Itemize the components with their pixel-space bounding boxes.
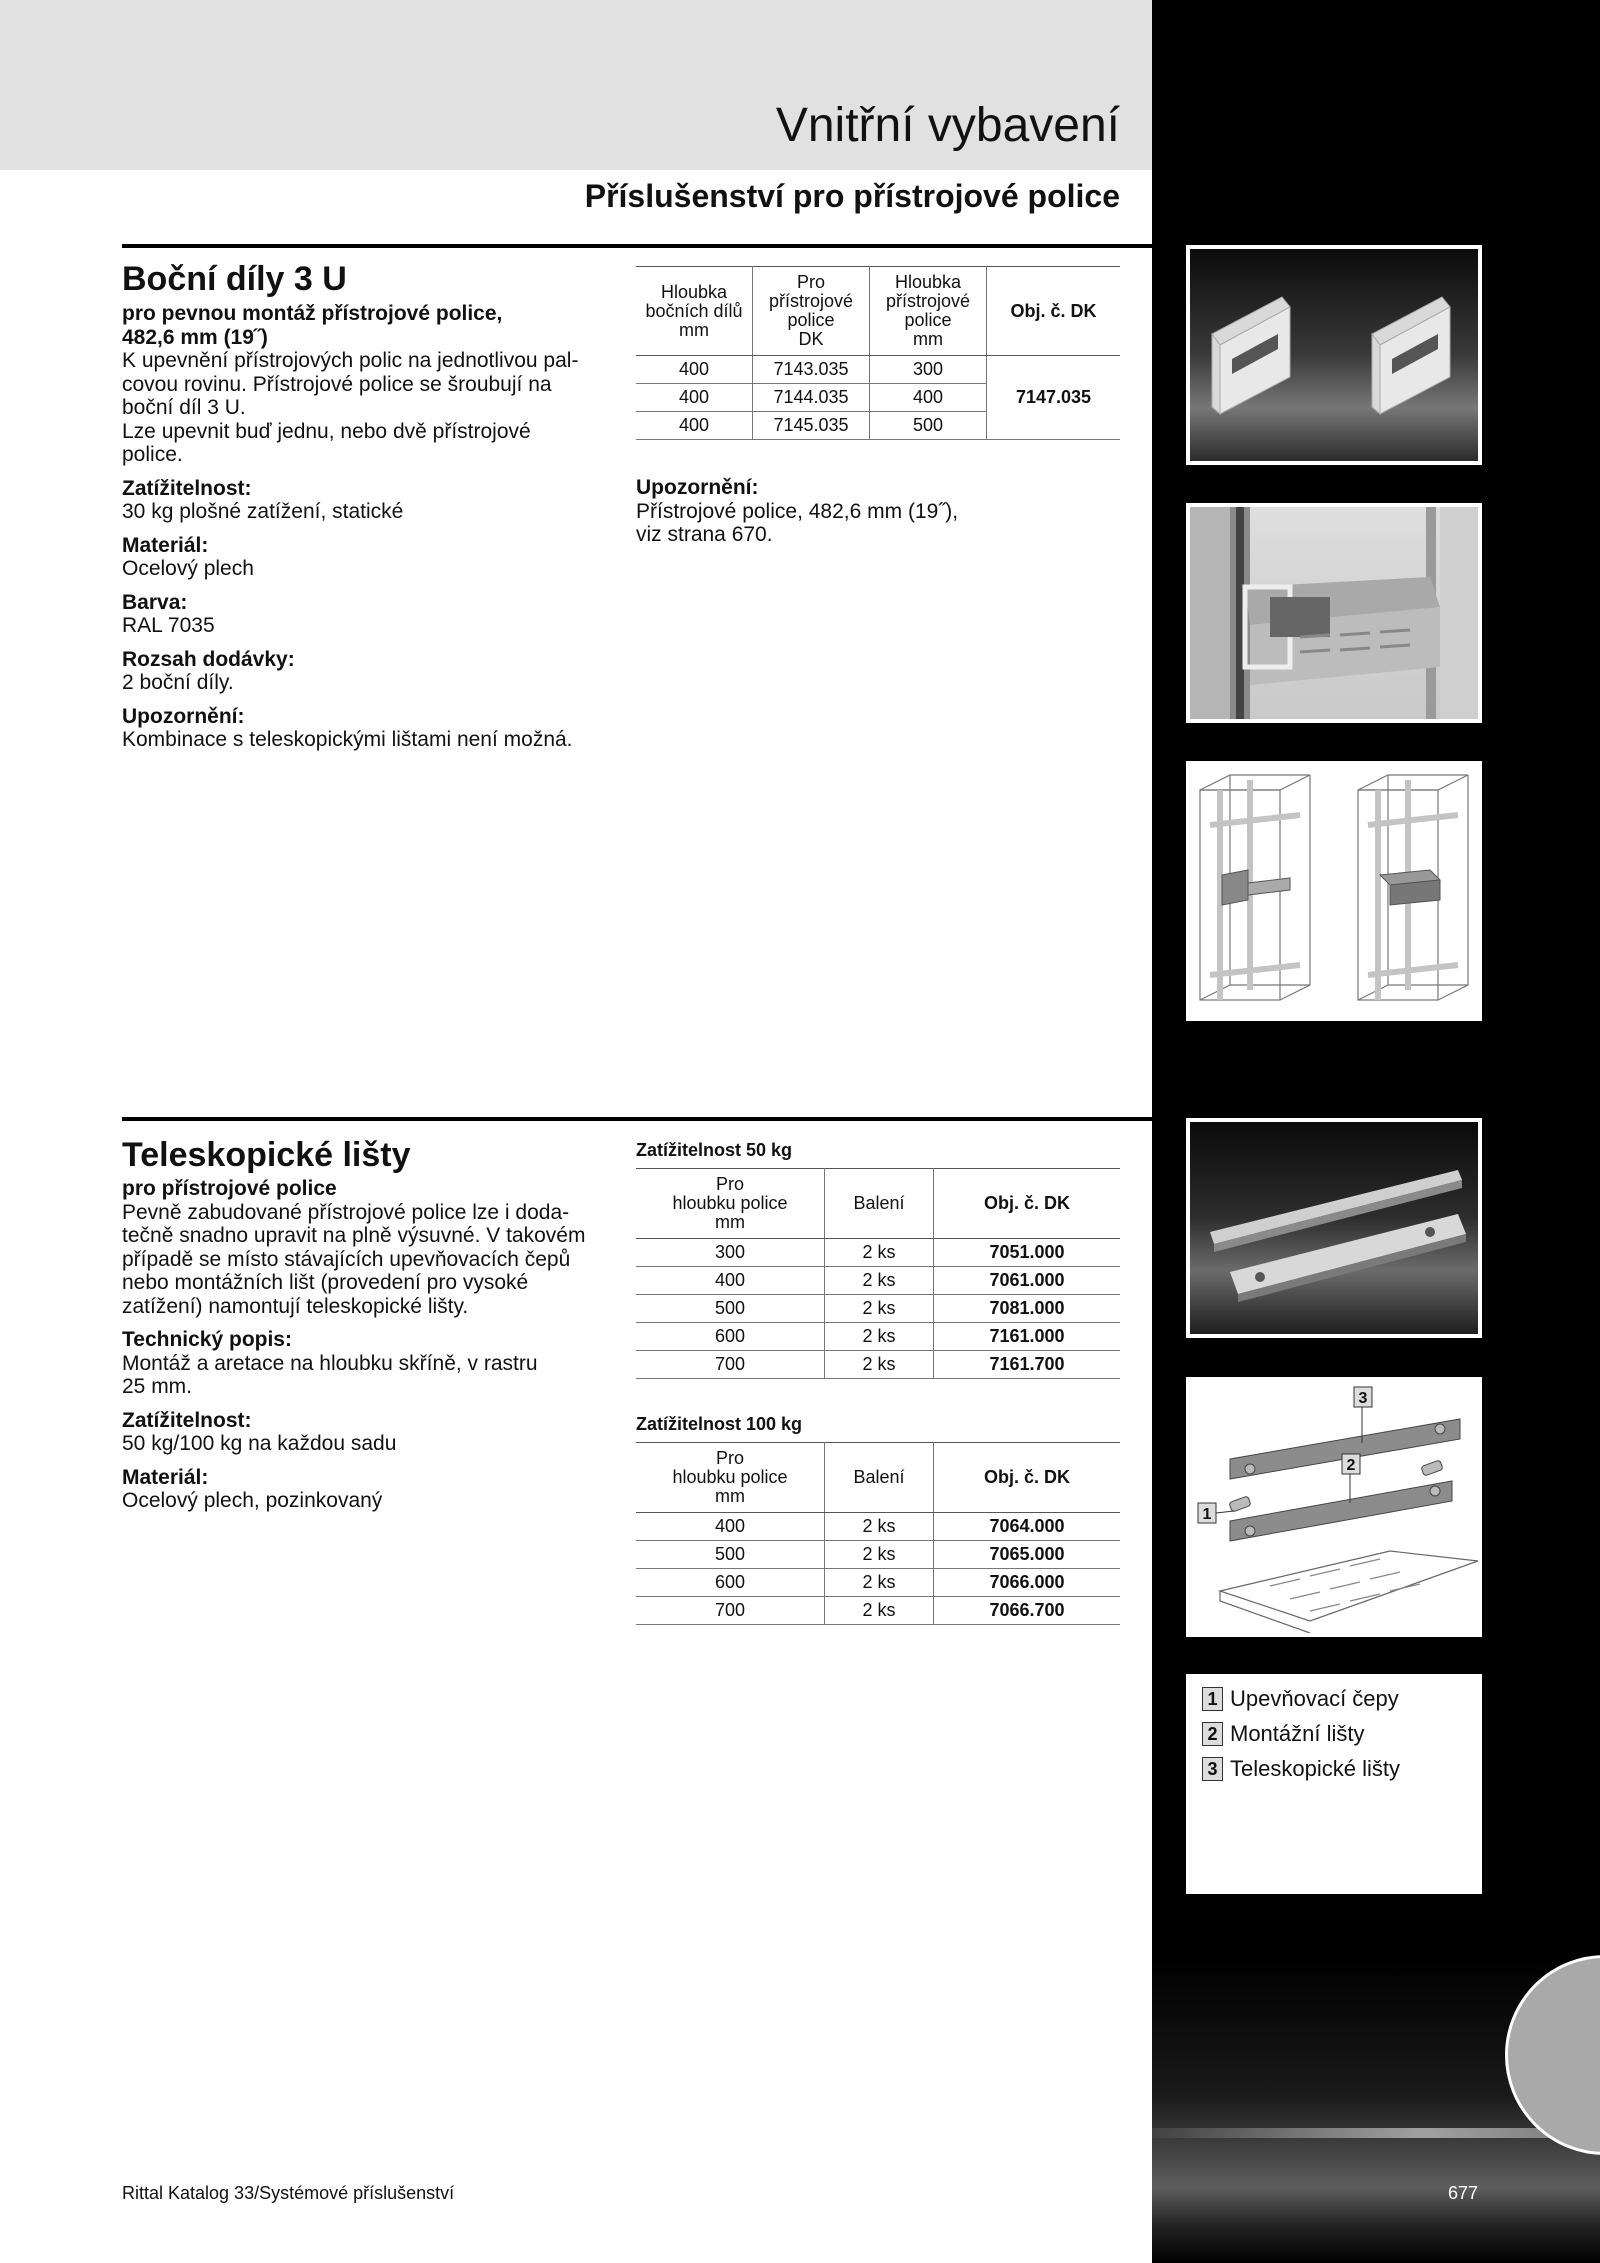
sidebar-shine bbox=[1152, 2128, 1600, 2138]
spec-value: 2 boční díly. bbox=[122, 671, 234, 694]
page-subtitle: Příslušenství pro přístrojové police bbox=[584, 178, 1120, 214]
callout-1: 1 bbox=[1202, 1506, 1212, 1523]
section1-rule bbox=[122, 244, 1152, 248]
table-header: Obj. č. DK bbox=[934, 1169, 1121, 1239]
telescopic-rails-photo bbox=[1186, 1118, 1482, 1338]
table-header: Balení bbox=[825, 1443, 934, 1513]
table-header: Balení bbox=[825, 1169, 934, 1239]
section1-desc-line: K upevnění přístrojových polic na jednotlivou pal- bbox=[122, 349, 579, 372]
section2-text bbox=[122, 1177, 602, 1513]
cabinet-drawing bbox=[1186, 761, 1482, 1021]
cabinet-illustration bbox=[1190, 765, 1478, 1017]
legend-number: 3 bbox=[1202, 1757, 1223, 1781]
section1-desc-line: covou rovinu. Přístrojové police se šroubují na bbox=[122, 372, 552, 396]
page-title: Vnitřní vybavení bbox=[775, 99, 1120, 152]
section1-desc-line: Lze upevnit buď jednu, nebo dvě přístrojové bbox=[122, 419, 531, 443]
note-line: Přístrojové police, 482,6 mm (19˝), bbox=[636, 499, 959, 523]
spec-value: 25 mm. bbox=[122, 1375, 193, 1398]
legend-item bbox=[1202, 1721, 1365, 1747]
table-header: Hloubka přístrojové police mm bbox=[870, 267, 987, 356]
section1-heading: Boční díly 3 U bbox=[122, 260, 347, 298]
shelf-rack-illustration bbox=[1190, 507, 1478, 719]
section1-note bbox=[636, 476, 1116, 547]
spec-label: Upozornění: bbox=[122, 704, 245, 728]
table-50kg bbox=[636, 1168, 1120, 1379]
assembly-drawing bbox=[1186, 1377, 1482, 1637]
spec-value: Kombinace s teleskopickými lištami není možná. bbox=[122, 728, 573, 751]
page-number: 677 bbox=[1448, 2183, 1479, 2203]
section2-sub1: pro přístrojové police bbox=[122, 1177, 337, 1200]
telescopic-rails-illustration bbox=[1190, 1122, 1478, 1334]
table-header: Hloubka bočních dílů mm bbox=[636, 267, 753, 356]
section2-desc-line: zatížení) namontují teleskopické lišty. bbox=[122, 1294, 469, 1318]
shelf-rack-photo bbox=[1186, 503, 1482, 723]
legend-label: Montážní lišty bbox=[1230, 1721, 1365, 1746]
table-row: 600 2 ks 7161.000 bbox=[636, 1323, 1120, 1351]
section1-text bbox=[122, 302, 602, 752]
spec-label: Zatížitelnost: bbox=[122, 1408, 252, 1432]
table-header: Pro hloubku police mm bbox=[636, 1169, 825, 1239]
table100-caption: Zatížitelnost 100 kg bbox=[636, 1414, 803, 1434]
callout-3: 3 bbox=[1358, 1390, 1368, 1407]
table-row: 700 2 ks 7066.700 bbox=[636, 1597, 1120, 1625]
table-100kg bbox=[636, 1442, 1120, 1625]
spec-value: Ocelový plech, pozinkovaný bbox=[122, 1489, 383, 1512]
legend-box bbox=[1186, 1674, 1482, 1894]
table-header: Obj. č. DK bbox=[934, 1443, 1121, 1513]
table-row: 400 2 ks 7061.000 bbox=[636, 1267, 1120, 1295]
table-row: 500 2 ks 7065.000 bbox=[636, 1541, 1120, 1569]
section2-desc-line: tečně snadno upravit na plně výsuvné. V takovém bbox=[122, 1224, 586, 1247]
table-header: Obj. č. DK bbox=[987, 267, 1121, 356]
section1-sub1: pro pevnou montáž přístrojové police, bbox=[122, 302, 503, 325]
spec-value: Montáž a aretace na hloubku skříně, v rastru bbox=[122, 1351, 538, 1375]
footer-catalog: Rittal Katalog 33/Systémové příslušenství bbox=[122, 2183, 455, 2203]
section2-rule bbox=[122, 1117, 1152, 1121]
legend-item bbox=[1202, 1686, 1399, 1712]
section1-sub2: 482,6 mm (19˝) bbox=[122, 325, 268, 349]
table-row: 400 7143.035 300 7147.035 bbox=[636, 356, 1120, 384]
table-row: 500 2 ks 7081.000 bbox=[636, 1295, 1120, 1323]
spec-label: Rozsah dodávky: bbox=[122, 647, 295, 671]
section2-heading: Teleskopické lišty bbox=[122, 1136, 411, 1174]
section2-desc-line: případě se místo stávajících upevňovacích čepů bbox=[122, 1247, 571, 1271]
legend-number: 1 bbox=[1202, 1687, 1223, 1711]
section1-desc-line: police. bbox=[122, 443, 183, 466]
spec-label: Materiál: bbox=[122, 533, 209, 557]
spec-label: Zatížitelnost: bbox=[122, 476, 252, 500]
side-parts-table bbox=[636, 266, 1120, 440]
merged-order-number: 7147.035 bbox=[987, 356, 1121, 440]
table50-caption: Zatížitelnost 50 kg bbox=[636, 1140, 793, 1160]
table-row: 600 2 ks 7066.000 bbox=[636, 1569, 1120, 1597]
legend-label: Teleskopické lišty bbox=[1230, 1756, 1400, 1781]
spec-value: 50 kg/100 kg na každou sadu bbox=[122, 1432, 397, 1455]
spec-label: Technický popis: bbox=[122, 1328, 292, 1351]
note-line: viz strana 670. bbox=[636, 523, 773, 546]
table-row: 400 2 ks 7064.000 bbox=[636, 1513, 1120, 1541]
table-row: 400 7144.035 400 bbox=[636, 384, 1120, 412]
spec-value: RAL 7035 bbox=[122, 614, 215, 637]
legend-item bbox=[1202, 1756, 1400, 1782]
table-header: Pro přístrojové police DK bbox=[753, 267, 870, 356]
spec-label: Materiál: bbox=[122, 1465, 209, 1489]
legend-label: Upevňovací čepy bbox=[1230, 1686, 1399, 1711]
assembly-illustration bbox=[1190, 1381, 1478, 1633]
callout-2: 2 bbox=[1346, 1457, 1356, 1474]
note-label: Upozornění: bbox=[636, 476, 759, 499]
spec-value: Ocelový plech bbox=[122, 557, 254, 580]
table-row: 300 2 ks 7051.000 bbox=[636, 1239, 1120, 1267]
section2-desc-line: Pevně zabudované přístrojové police lze i doda- bbox=[122, 1200, 570, 1224]
legend-number: 2 bbox=[1202, 1722, 1223, 1746]
table-header: Pro hloubku police mm bbox=[636, 1443, 825, 1513]
side-parts-illustration bbox=[1190, 249, 1478, 461]
spec-value: 30 kg plošné zatížení, statické bbox=[122, 500, 404, 523]
section2-desc-line: nebo montážních lišt (provedení pro vysoké bbox=[122, 1271, 529, 1294]
section1-desc-line: boční díl 3 U. bbox=[122, 396, 246, 419]
table-row: 400 7145.035 500 bbox=[636, 412, 1120, 440]
side-parts-photo bbox=[1186, 245, 1482, 465]
table-row: 700 2 ks 7161.700 bbox=[636, 1351, 1120, 1379]
spec-label: Barva: bbox=[122, 590, 188, 614]
